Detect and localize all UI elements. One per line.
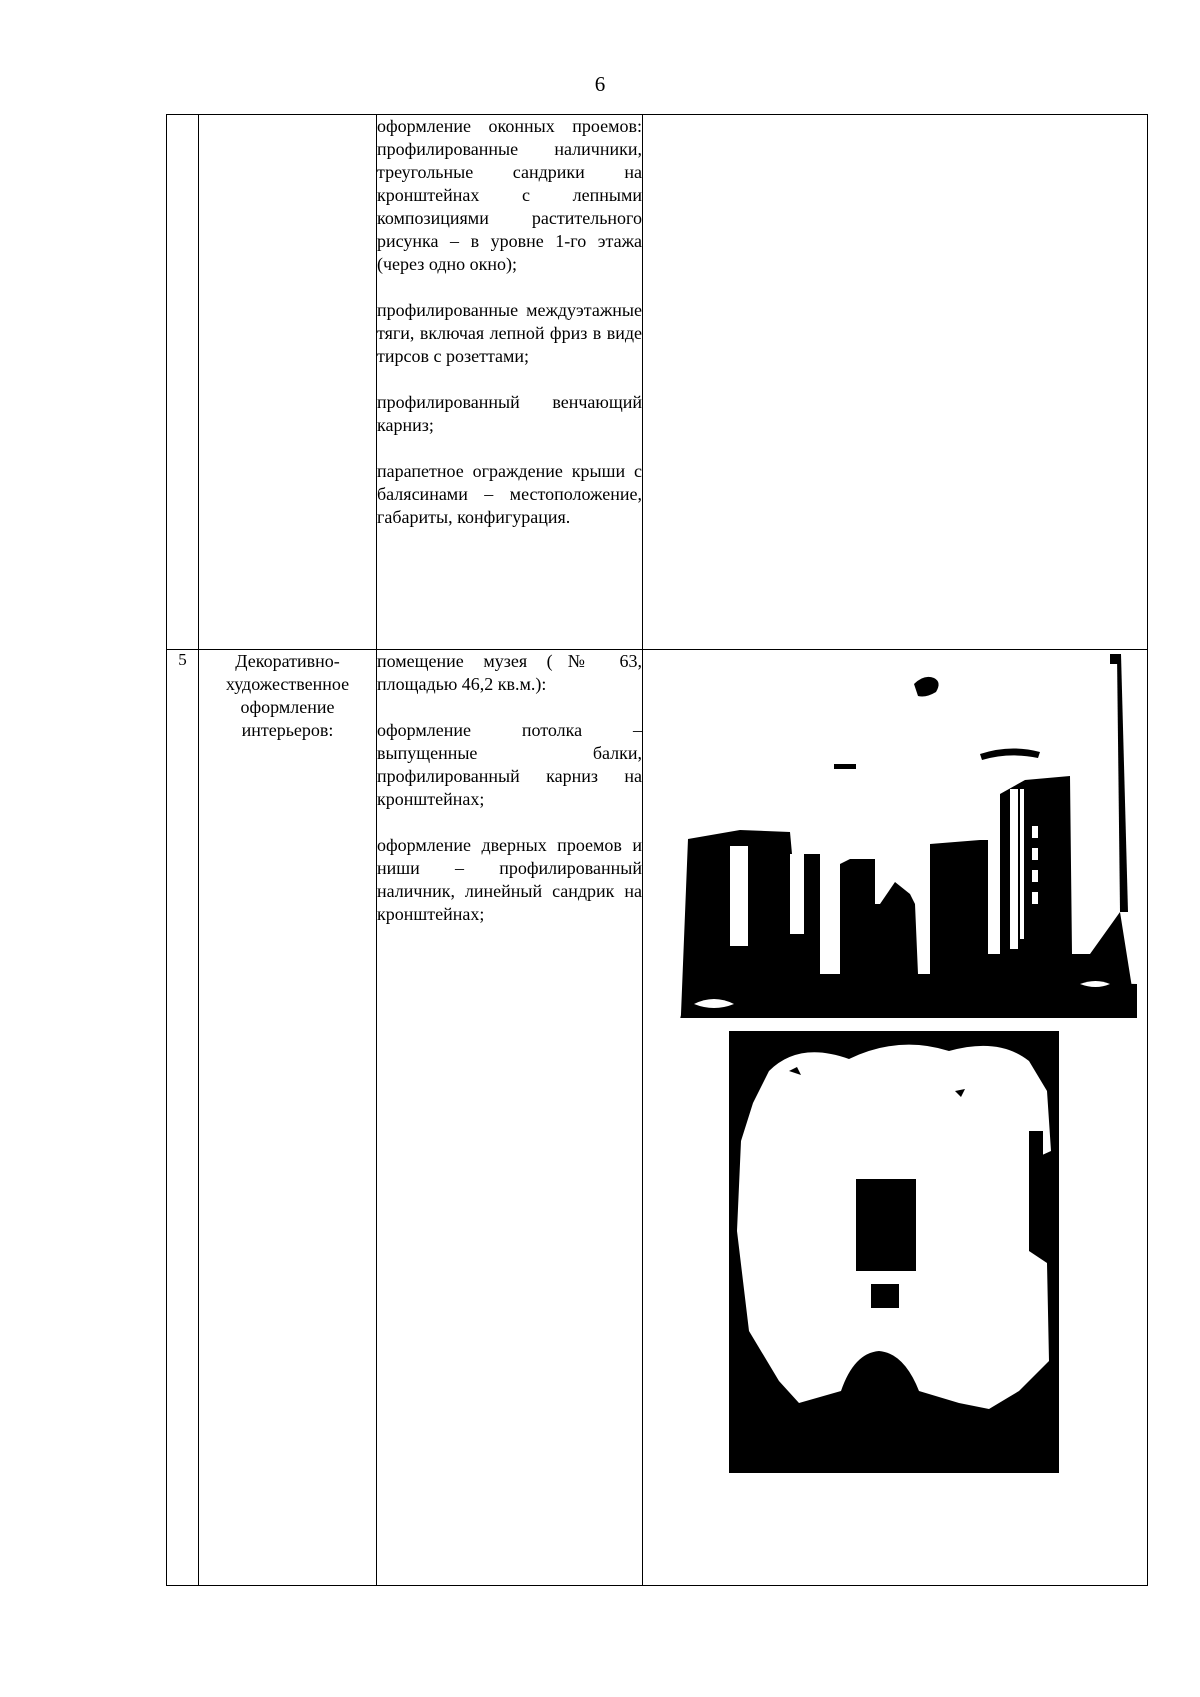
row-name-cell: Декоративно-художественное оформление интерьеров: — [199, 650, 377, 1586]
object-table — [166, 114, 1148, 1586]
description-paragraph: парапетное ограждение крыши с балясинами – местоположение, габариты, конфигурация. — [377, 461, 642, 527]
page-number: 6 — [594, 72, 606, 96]
interior-photo-1 — [680, 654, 1137, 1018]
description-paragraph: оформление дверных проемов и ниши – профилированный наличник, линейный сандрик на кронштейнах; — [377, 835, 642, 924]
row-photo-cell — [643, 115, 1148, 650]
row-number-cell: 5 — [167, 650, 199, 1586]
row-description-cell — [377, 115, 643, 650]
row-number-cell — [167, 115, 199, 650]
row-photo-cell — [643, 650, 1148, 1586]
description-paragraph: профилированные междуэтажные тяги, включая лепной фриз в виде тирсов с розеттами; — [377, 300, 642, 366]
table-row — [167, 650, 1148, 1586]
description-paragraph: оформление оконных проемов: профилированные наличники, треугольные сандрики на кронштейнах с лепными композициями растительного рисунка – в уровне 1-го этажа (через одно окно); — [377, 116, 642, 274]
description-paragraph: оформление потолка – выпущенные балки, профилированный карниз на кронштейнах; — [377, 720, 642, 809]
table-row — [167, 115, 1148, 650]
interior-photo-2 — [729, 1031, 1059, 1473]
description-paragraph: помещение музея (№ 63, площадью 46,2 кв.м.): — [377, 651, 642, 694]
row-description-cell — [377, 650, 643, 1586]
row-name-cell — [199, 115, 377, 650]
description-paragraph: профилированный венчающий карниз; — [377, 392, 642, 435]
